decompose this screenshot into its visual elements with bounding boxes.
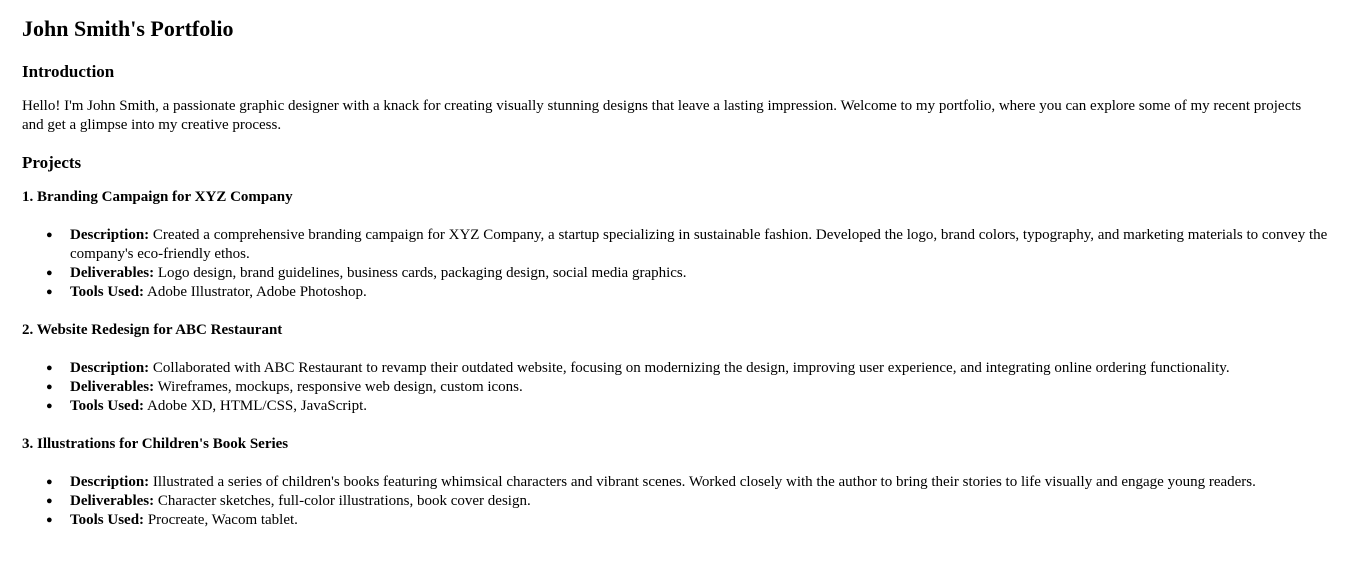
project-branding-campaign [22, 188, 1336, 302]
list-item-tools [46, 511, 1336, 530]
project-website-redesign [22, 321, 1336, 416]
list-item-description [46, 473, 1336, 492]
list-item-description [46, 226, 1336, 264]
project-details-list [22, 226, 1336, 302]
project-details-list [22, 473, 1336, 530]
deliverables-text: Character sketches, full-color illustrations, book cover design. [157, 493, 531, 509]
list-item-deliverables [46, 264, 1336, 283]
list-item-deliverables [46, 492, 1336, 511]
tools-label: Tools Used: [70, 284, 145, 300]
bullet-icon: ● [46, 381, 53, 393]
description-label: Description: [70, 474, 150, 490]
tools-label: Tools Used: [70, 398, 145, 414]
project-childrens-book-illustrations [22, 435, 1336, 530]
list-item-deliverables [46, 378, 1336, 397]
page-title: John Smith's Portfolio [22, 16, 234, 41]
tools-label: Tools Used: [70, 512, 145, 528]
description-text: Collaborated with ABC Restaurant to revamp their outdated website, focusing on modernizing the design, improving user experience, and integrating online ordering functionality. [152, 360, 1230, 376]
bullet-icon: ● [46, 514, 53, 526]
project-title: 1. Branding Campaign for XYZ Company [22, 189, 293, 205]
description-text: Illustrated a series of children's books featuring whimsical characters and vibrant scenes. Worked closely with the author to bring their stories to life visually and engage young readers. [152, 474, 1256, 490]
deliverables-label: Deliverables: [70, 379, 155, 395]
bullet-icon: ● [46, 400, 53, 412]
bullet-icon: ● [46, 362, 53, 374]
description-label: Description: [70, 360, 150, 376]
list-item-tools [46, 283, 1336, 302]
introduction-text: Hello! I'm John Smith, a passionate graphic designer with a knack for creating visually stunning designs that leave a lasting impression. Welcome to my portfolio, where you can explore some of my recent projects and get a glimpse into my creative process. [22, 98, 1302, 133]
bullet-icon: ● [46, 495, 53, 507]
bullet-icon: ● [46, 267, 53, 279]
project-details-list [22, 359, 1336, 416]
list-item-tools [46, 397, 1336, 416]
project-title: 2. Website Redesign for ABC Restaurant [22, 322, 283, 338]
deliverables-label: Deliverables: [70, 493, 155, 509]
bullet-icon: ● [46, 476, 53, 488]
tools-text: Procreate, Wacom tablet. [147, 512, 298, 528]
project-title: 3. Illustrations for Children's Book Series [22, 436, 289, 452]
description-label: Description: [70, 227, 150, 243]
projects-heading: Projects [22, 153, 82, 172]
tools-text: Adobe XD, HTML/CSS, JavaScript. [147, 398, 367, 414]
description-text: Created a comprehensive branding campaign for XYZ Company, a startup specializing in sustainable fashion. Developed the logo, brand colors, typography, and marketing materials to convey the company's eco-friendly ethos. [70, 227, 1328, 262]
bullet-icon: ● [46, 229, 53, 241]
deliverables-label: Deliverables: [70, 265, 155, 281]
tools-text: Adobe Illustrator, Adobe Photoshop. [147, 284, 367, 300]
deliverables-text: Logo design, brand guidelines, business cards, packaging design, social media graphics. [157, 265, 687, 281]
deliverables-text: Wireframes, mockups, responsive web design, custom icons. [157, 379, 523, 395]
bullet-icon: ● [46, 286, 53, 298]
list-item-description [46, 359, 1336, 378]
introduction-heading: Introduction [22, 62, 115, 81]
